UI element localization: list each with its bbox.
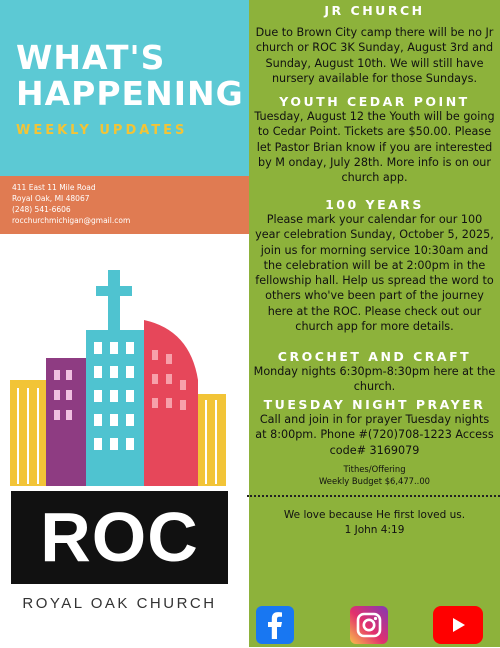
- section-heading: 100 YEARS: [325, 197, 424, 212]
- address-line-2: Royal Oak, MI 48067: [12, 194, 90, 203]
- tithes-offering: [249, 463, 500, 487]
- page-subtitle: WEEKLY UPDATES: [16, 123, 188, 138]
- section-crochet-and-craft: [249, 349, 500, 395]
- section-body: Tuesday, August 12 the Youth will be going to Cedar Point. Tickets are $50.00. Please let Pastor Brian know if you are interested by M onday, July 28th. More info is on our church app.: [254, 110, 495, 185]
- weekly-budget: Weekly Budget $6,477..00: [319, 476, 430, 486]
- contact-panel: [0, 176, 249, 234]
- section-body: Due to Brown City camp there will be no Jr church or ROC 3K Sunday, August 3rd and Sunday, August 10th. We will still have nursery available for those Sundays.: [255, 26, 494, 85]
- section-heading: CROCHET AND CRAFT: [277, 349, 472, 364]
- header-panel: [0, 0, 249, 176]
- address-line-1: 411 East 11 Mile Road: [12, 183, 96, 192]
- section-100-years: [249, 197, 500, 334]
- cross-vertical: [108, 270, 120, 330]
- section-tuesday-night-prayer: [249, 397, 500, 458]
- section-jr-church: [249, 3, 500, 86]
- section-heading: JR CHURCH: [324, 3, 425, 18]
- title-line-2: HAPPENING: [16, 74, 244, 113]
- church-skyline-logo: [10, 270, 230, 486]
- updates-panel: [249, 0, 500, 647]
- section-heading: TUESDAY NIGHT PRAYER: [263, 397, 486, 412]
- section-body: Please mark your calendar for our 100 year celebration Sunday, October 5, 2025, join us for morning service 10:30am and the celebration will be at 2:00pm in the fellowship hall. Help us spread the word to others who've been part of the journey here at the ROC. Please check out our church app for more details.: [255, 213, 494, 334]
- scripture-verse: [249, 508, 500, 538]
- title-line-1: WHAT'S: [16, 38, 166, 77]
- phone-number: (248) 541-6606: [12, 205, 71, 214]
- page-title: [16, 40, 244, 112]
- church-name: ROYAL OAK CHURCH: [22, 595, 217, 612]
- tithes-label: Tithes/Offering: [343, 464, 406, 474]
- facebook-icon[interactable]: [256, 606, 294, 644]
- instagram-icon[interactable]: [350, 606, 388, 644]
- verse-reference: 1 John 4:19: [344, 524, 405, 536]
- email-address[interactable]: rocchurchmichigan@gmail.com: [12, 216, 131, 225]
- building-yellow-right: [198, 394, 226, 486]
- section-heading: YOUTH CEDAR POINT: [279, 94, 470, 109]
- cross-horizontal: [96, 286, 132, 296]
- section-body: Call and join in for prayer Tuesday nights at 8:00pm. Phone #(720)708-1223 Access code# 3169079: [255, 413, 494, 457]
- youtube-icon[interactable]: [433, 606, 483, 644]
- section-youth-cedar-point: [249, 94, 500, 185]
- roc-logo-mark: ROC: [40, 498, 199, 576]
- verse-text: We love because He first loved us.: [283, 509, 466, 521]
- section-body: Monday nights 6:30pm-8:30pm here at the church.: [253, 365, 496, 394]
- dotted-divider: [247, 495, 500, 497]
